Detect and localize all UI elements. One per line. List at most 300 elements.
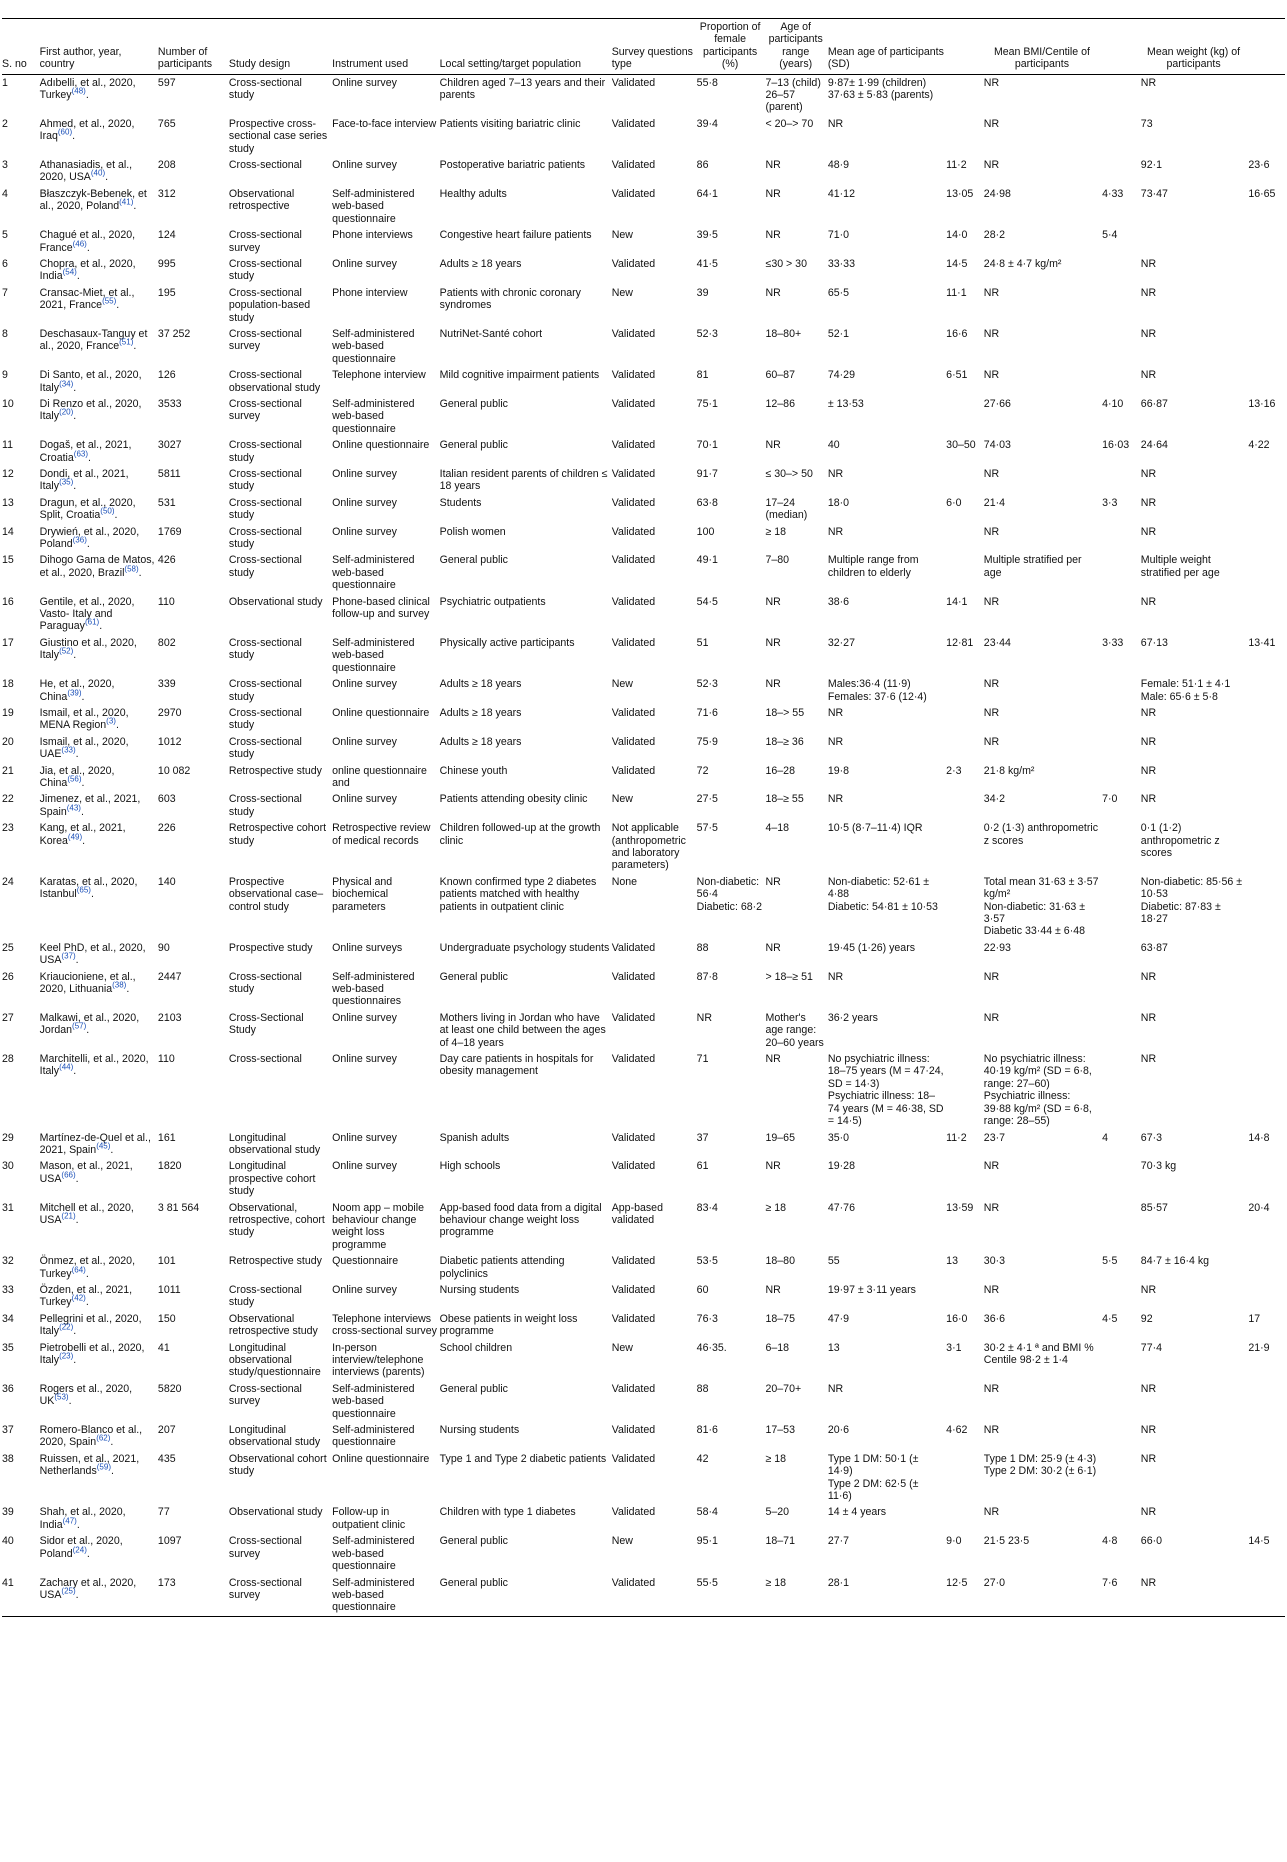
cell-setting [440, 676, 612, 705]
cell-n [158, 256, 229, 285]
cell-text: Online survey [332, 1131, 397, 1144]
reference-link[interactable]: (60) [57, 127, 73, 137]
reference-link[interactable]: (25) [61, 1586, 76, 1596]
cell-weight [1141, 552, 1249, 593]
reference-link[interactable]: (40) [90, 168, 106, 178]
cell-age [828, 256, 946, 285]
cell-text: Chagué et al., 2020, France [39, 229, 136, 254]
reference-link[interactable]: (38) [112, 980, 127, 990]
cell-text: 3 81 564 [157, 1201, 200, 1214]
cell-text: 20–70+ [765, 1382, 802, 1395]
cell-author [40, 256, 158, 285]
reference-link[interactable]: (64) [71, 1265, 86, 1275]
cell-bmi-sd [1102, 791, 1141, 820]
cell-female [697, 940, 766, 969]
cell-text: Telephone interviews cross-sectional survey [332, 1312, 437, 1338]
cell-text: Italian resident parents of children ≤ 18 years [439, 468, 608, 493]
cell-text: NR [983, 735, 1000, 748]
cell-sno [2, 1504, 40, 1533]
cell-text: Online survey [332, 793, 397, 806]
cell-text: Spanish adults [439, 1131, 510, 1144]
reference-link[interactable]: (51) [119, 337, 134, 347]
cell-age-sd [946, 1253, 984, 1282]
reference-link[interactable]: (22) [59, 1322, 74, 1332]
cell-text: 1011 [157, 1283, 181, 1296]
cell-instrument [332, 874, 440, 940]
cell-text: Cross-sectional survey [228, 327, 302, 353]
cell-n [158, 74, 229, 116]
cell-sno [2, 1575, 40, 1617]
cell-n [158, 466, 229, 495]
cell-bmi-sd [1102, 635, 1141, 676]
reference-link[interactable]: (61) [84, 617, 100, 627]
cell-weight [1141, 524, 1249, 553]
cell-setting [440, 734, 612, 763]
reference-link[interactable]: (23) [59, 1351, 74, 1361]
cell-text: 18–≥ 36 [765, 735, 804, 748]
cell-text: NR [983, 1283, 1000, 1296]
reference-link[interactable]: (57) [72, 1021, 87, 1031]
cell-text: Cransac-Miet, et al., 2021, France [39, 286, 135, 312]
cell-text: 52·3 [696, 678, 718, 691]
cell-text: 25 [2, 941, 14, 954]
cell-instrument [332, 594, 440, 635]
cell-age [828, 524, 946, 553]
cell-text: 91·7 [696, 468, 718, 480]
reference-link[interactable]: (48) [71, 86, 86, 96]
cell-text: Validated [611, 1424, 656, 1437]
cell-bmi-sd [1102, 1422, 1141, 1451]
cell-text: Validated [611, 187, 656, 200]
cell-bmi-sd [1102, 734, 1141, 763]
cell-female [697, 635, 766, 676]
cell-text: Nursing students [439, 1424, 520, 1437]
cell-weight [1141, 1504, 1249, 1533]
cell-weight [1141, 466, 1249, 495]
cell-instrument [332, 1253, 440, 1282]
cell-bmi-sd [1102, 1311, 1141, 1340]
cell-weight-sd [1248, 1422, 1285, 1451]
cell-text: 3 [2, 159, 8, 172]
table-header [2, 19, 1285, 75]
header-col-mean-age-sd [946, 19, 984, 75]
cell-text: NR [1140, 327, 1157, 340]
cell-text: 55 [827, 1255, 840, 1268]
header-col-design: Study design [228, 58, 291, 71]
cell-text: 16·6 [946, 327, 968, 340]
cell-text: Prospective observational case–control study [228, 875, 324, 913]
table-row [2, 1282, 1285, 1311]
cell-qtype [612, 1253, 697, 1282]
cell-text: 7–80 [765, 554, 790, 567]
cell-setting [440, 396, 612, 437]
cell-text: 5820 [157, 1382, 182, 1395]
cell-sno [2, 1010, 40, 1051]
cell-qtype [612, 874, 697, 940]
cell-punctuation: . [75, 954, 79, 967]
cell-text: No psychiatric illness: 40·19 kg/m² (SD = 6·8, range: 27–60) Psychiatric illness: 39·88 kg/m² (SD = 6·8, range: 28–55) [983, 1053, 1092, 1128]
cell-bmi-sd [1102, 874, 1141, 940]
cell-text: Longitudinal prospective cohort study [228, 1160, 316, 1198]
cell-qtype [612, 594, 697, 635]
cell-punctuation: . [73, 649, 77, 662]
cell-text: 208 [157, 159, 176, 172]
cell-bmi-sd [1102, 969, 1141, 1010]
reference-link[interactable]: (34) [59, 379, 74, 389]
cell-female [697, 1533, 766, 1574]
cell-text: NR [827, 970, 844, 983]
cell-instrument [332, 1130, 440, 1159]
reference-link[interactable]: (24) [72, 1545, 87, 1555]
reference-link[interactable]: (59) [96, 1462, 111, 1472]
cell-design [229, 367, 332, 396]
cell-sno [2, 940, 40, 969]
table-row [2, 1451, 1285, 1505]
reference-link[interactable]: (54) [62, 267, 77, 277]
reference-link[interactable]: (56) [67, 774, 82, 784]
cell-text: 10·5 (8·7–11·4) IQR [827, 822, 923, 835]
cell-n [158, 1200, 229, 1254]
reference-link[interactable]: (50) [100, 506, 115, 516]
cell-text: 61 [696, 1160, 709, 1173]
reference-link[interactable]: (33) [61, 745, 76, 755]
cell-text: Online survey [332, 735, 397, 748]
table-row [2, 1051, 1285, 1129]
cell-punctuation: . [110, 1436, 114, 1449]
cell-weight [1141, 1340, 1249, 1381]
cell-range [766, 186, 828, 227]
reference-link[interactable]: (66) [61, 1170, 76, 1180]
cell-text: 20 [2, 735, 14, 748]
cell-bmi [984, 820, 1102, 874]
cell-weight [1141, 791, 1249, 820]
cell-bmi-sd [1102, 466, 1141, 495]
reference-link[interactable]: (20) [59, 407, 74, 417]
cell-female [697, 396, 766, 437]
reference-link[interactable]: (37) [61, 951, 76, 961]
cell-female [697, 1010, 766, 1051]
cell-text: 28·1 [827, 1576, 850, 1589]
cell-text: 30·3 [983, 1255, 1005, 1268]
cell-text: 29 [2, 1131, 14, 1144]
cell-design [229, 1504, 332, 1533]
cell-text: Validated [611, 735, 656, 748]
cell-setting [440, 1533, 612, 1574]
cell-text: NR [765, 595, 781, 608]
cell-sno [2, 396, 40, 437]
cell-sno [2, 1311, 40, 1340]
cell-text: Validated [611, 525, 656, 538]
cell-text: Longitudinal observational study [228, 1424, 321, 1449]
cell-age-sd [946, 874, 984, 940]
cell-text: 19 [2, 706, 14, 719]
cell-text: Online survey [332, 1011, 397, 1024]
cell-text: 5–20 [765, 1506, 790, 1519]
reference-link[interactable]: (62) [96, 1433, 111, 1443]
cell-age [828, 1253, 946, 1282]
table-row [2, 635, 1285, 676]
cell-age-sd [946, 1451, 984, 1505]
cell-instrument [332, 969, 440, 1010]
cell-qtype [612, 524, 697, 553]
cell-n [158, 820, 229, 874]
cell-design [229, 874, 332, 940]
cell-text: 51 [696, 636, 709, 649]
table-row [2, 285, 1285, 326]
cell-text: Cross-sectional study [228, 496, 302, 522]
cell-text: 12·5 [946, 1576, 968, 1589]
cell-text: Validated [611, 1255, 656, 1268]
reference-link[interactable]: (55) [102, 296, 117, 306]
cell-text: Children with type 1 diabetes [439, 1506, 576, 1519]
cell-author [40, 676, 158, 705]
reference-link[interactable]: (3) [106, 716, 116, 726]
cell-female [697, 1340, 766, 1381]
cell-text: Online survey [332, 1160, 397, 1173]
cell-weight [1141, 367, 1249, 396]
reference-link[interactable]: (65) [76, 885, 91, 895]
cell-text: Total mean 31·63 ± 3·57 kg/m² Non-diabetic: 31·63 ± 3·57 Diabetic 33·44 ± 6·48 [983, 875, 1099, 938]
cell-text: Cross-sectional study [228, 439, 302, 464]
cell-text: Cross-sectional survey [228, 229, 302, 254]
cell-text: NR [983, 286, 1000, 299]
cell-text: 14 [2, 525, 14, 538]
cell-instrument [332, 256, 440, 285]
cell-text: NR [983, 468, 1000, 480]
header-col-mean-weight: Mean weight (kg) of participants [1147, 45, 1241, 71]
cell-text: 39 [696, 286, 709, 299]
cell-author [40, 1253, 158, 1282]
reference-link[interactable]: (35) [59, 477, 74, 487]
reference-link[interactable]: (63) [73, 449, 89, 459]
cell-punctuation: . [110, 1465, 114, 1478]
cell-text: NR [1140, 793, 1157, 806]
cell-text: 16·0 [946, 1312, 968, 1325]
cell-age [828, 1010, 946, 1051]
cell-author [40, 157, 158, 186]
cell-female [697, 594, 766, 635]
cell-range [766, 116, 828, 157]
cell-text: 21·8 kg/m² [983, 764, 1035, 777]
cell-text: Patients visiting bariatric clinic [439, 117, 581, 130]
table-row [2, 705, 1285, 734]
cell-text: Pellegrini et al., 2020, Italy [39, 1312, 142, 1338]
reference-link[interactable]: (46) [72, 238, 87, 248]
cell-qtype [612, 705, 697, 734]
cell-text: 60–87 [765, 369, 795, 382]
cell-bmi [984, 116, 1102, 157]
reference-link[interactable]: (44) [59, 1062, 74, 1072]
cell-text: ≥ 18 [765, 1452, 787, 1465]
cell-sno [2, 1158, 40, 1199]
cell-text: 33 [2, 1283, 14, 1296]
cell-weight [1141, 116, 1249, 157]
cell-text: 11·1 [946, 286, 967, 299]
reference-link[interactable]: (58) [124, 564, 139, 574]
cell-weight [1141, 1010, 1249, 1051]
cell-age-sd [946, 734, 984, 763]
cell-text: None [611, 875, 638, 888]
cell-text: 100 [696, 525, 715, 538]
cell-weight-sd [1248, 256, 1285, 285]
reference-link[interactable]: (45) [96, 1141, 111, 1151]
cell-setting [440, 1422, 612, 1451]
cell-n [158, 791, 229, 820]
cell-text: Observational retrospective [228, 187, 295, 213]
cell-range [766, 524, 828, 553]
cell-text: General public [439, 397, 508, 410]
reference-link[interactable]: (47) [62, 1516, 77, 1526]
cell-text: Mason, et al., 2021, USA [39, 1160, 133, 1185]
cell-weight-sd [1248, 326, 1285, 367]
cell-weight-sd [1248, 705, 1285, 734]
cell-text: Prospective cross-sectional case series study [228, 117, 328, 155]
cell-age-sd [946, 1311, 984, 1340]
reference-link[interactable]: (36) [72, 535, 87, 545]
cell-author [40, 1422, 158, 1451]
cell-design [229, 1451, 332, 1505]
table-row [2, 466, 1285, 495]
reference-link[interactable]: (21) [61, 1211, 76, 1221]
cell-text: 16–28 [765, 764, 795, 777]
cell-text: 18–≥ 55 [765, 793, 804, 806]
cell-age-sd [946, 791, 984, 820]
cell-text: 14·8 [1248, 1131, 1270, 1144]
cell-n [158, 552, 229, 593]
cell-punctuation: . [116, 299, 120, 312]
cell-text: NR [983, 970, 1000, 983]
cell-bmi [984, 1282, 1102, 1311]
cell-weight [1141, 594, 1249, 635]
cell-female [697, 256, 766, 285]
reference-link[interactable]: (41) [119, 197, 134, 207]
table-row [2, 820, 1285, 874]
cell-instrument [332, 676, 440, 705]
cell-age [828, 676, 946, 705]
cell-instrument [332, 157, 440, 186]
cell-text: 8 [2, 327, 8, 340]
cell-sno [2, 552, 40, 593]
cell-bmi-sd [1102, 1381, 1141, 1422]
cell-text: 19·8 [827, 764, 850, 777]
cell-text: Phone interviews [332, 229, 413, 242]
reference-link[interactable]: (53) [54, 1392, 69, 1402]
cell-sno [2, 635, 40, 676]
cell-text: 37 [696, 1131, 709, 1144]
cell-punctuation: . [133, 200, 137, 213]
cell-qtype [612, 763, 697, 792]
cell-text: 11·2 [946, 159, 967, 172]
cell-text: Kriaucioniene, et al., 2020, Lithuania [39, 970, 136, 996]
cell-text: 32·27 [827, 636, 855, 649]
cell-instrument [332, 791, 440, 820]
cell-text: 7·6 [1102, 1576, 1118, 1589]
cell-sno [2, 969, 40, 1010]
cell-text: Online questionnaire [332, 706, 430, 719]
reference-link[interactable]: (42) [71, 1293, 86, 1303]
cell-text: 435 [157, 1452, 176, 1465]
cell-n [158, 734, 229, 763]
cell-weight-sd [1248, 1533, 1285, 1574]
cell-bmi-sd [1102, 524, 1141, 553]
cell-text: Romero-Blanco et al., 2020, Spain [39, 1424, 143, 1449]
studies-table [2, 18, 1285, 1617]
cell-weight-sd [1248, 1200, 1285, 1254]
cell-female [697, 969, 766, 1010]
cell-design [229, 326, 332, 367]
cell-text: General public [439, 1382, 508, 1395]
cell-text: Gentile, et al., 2020, Vasto- Italy and Paraguay [39, 595, 135, 633]
cell-text: Children aged 7–13 years and their parents [439, 76, 606, 102]
cell-text: Online questionnaire [332, 1452, 430, 1465]
cell-setting [440, 227, 612, 256]
cell-age [828, 552, 946, 593]
cell-qtype [612, 969, 697, 1010]
cell-text: 9 [2, 369, 8, 382]
cell-weight-sd [1248, 1504, 1285, 1533]
cell-text: NR [827, 735, 844, 748]
cell-text: New [611, 678, 633, 691]
cell-bmi-sd [1102, 1130, 1141, 1159]
cell-text: 77 [157, 1506, 170, 1519]
cell-age [828, 227, 946, 256]
cell-punctuation: . [86, 1024, 90, 1037]
cell-bmi [984, 676, 1102, 705]
reference-link[interactable]: (39) [67, 687, 82, 697]
cell-text: 14·0 [946, 229, 968, 242]
cell-bmi-sd [1102, 116, 1141, 157]
cell-instrument [332, 940, 440, 969]
cell-sno [2, 524, 40, 553]
cell-qtype [612, 791, 697, 820]
cell-n [158, 940, 229, 969]
cell-age [828, 763, 946, 792]
reference-link[interactable]: (43) [66, 803, 81, 813]
cell-text: NR [827, 1382, 844, 1395]
cell-punctuation: . [72, 130, 76, 143]
cell-n [158, 874, 229, 940]
cell-female [697, 1422, 766, 1451]
cell-setting [440, 763, 612, 792]
cell-bmi [984, 1451, 1102, 1505]
cell-author [40, 1051, 158, 1129]
cell-text: Cross-sectional study [228, 76, 302, 102]
cell-text: NR [983, 1382, 1000, 1395]
cell-punctuation: . [86, 538, 90, 551]
cell-text: Type 1 DM: 50·1 (± 14·9) Type 2 DM: 62·5 (± 11·6) [827, 1452, 919, 1503]
cell-range [766, 367, 828, 396]
reference-link[interactable]: (52) [59, 646, 74, 656]
cell-text: Longitudinal observational study [228, 1131, 321, 1156]
reference-link[interactable]: (49) [67, 832, 83, 842]
cell-qtype [612, 1451, 697, 1505]
cell-text: Validated [611, 1506, 656, 1519]
cell-text: 18·0 [827, 496, 850, 509]
cell-female [697, 734, 766, 763]
cell-setting [440, 635, 612, 676]
cell-age-sd [946, 1200, 984, 1254]
cell-text: Pietrobelli et al., 2020, Italy [39, 1341, 145, 1366]
cell-n [158, 326, 229, 367]
cell-weight-sd [1248, 1253, 1285, 1282]
cell-text: New [611, 793, 633, 806]
table-row [2, 969, 1285, 1010]
cell-text: Validated [611, 496, 656, 509]
cell-setting [440, 552, 612, 593]
table-row [2, 1010, 1285, 1051]
cell-text: Multiple weight stratified per age [1140, 554, 1220, 579]
cell-instrument [332, 1381, 440, 1422]
